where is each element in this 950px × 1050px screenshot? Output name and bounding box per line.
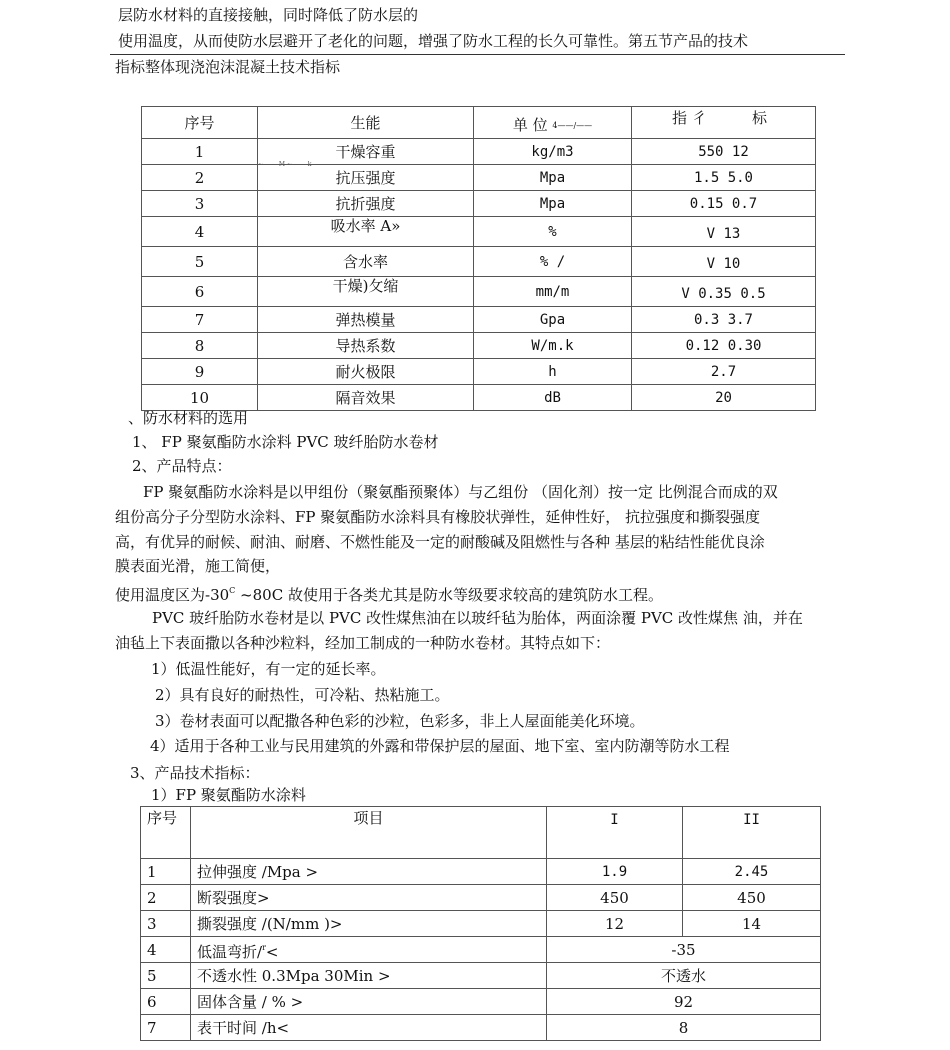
table-header-row xyxy=(142,107,816,139)
row-unit: Mpa xyxy=(474,165,632,191)
header-property: 生能 xyxy=(258,107,474,139)
row-unit: h xyxy=(474,359,632,385)
row-item: 断裂强度> xyxy=(191,885,547,911)
header-indicator-b: 标 xyxy=(752,109,768,127)
row-value: 0.15 0.7 xyxy=(632,191,816,217)
table-row xyxy=(142,191,816,217)
table-row xyxy=(142,359,816,385)
table-row xyxy=(141,885,821,911)
row-index: 6 xyxy=(141,989,191,1015)
row-item: 撕裂强度 /(N/mm )> xyxy=(191,911,547,937)
feature-3: 3）卷材表面可以配撒各种色彩的沙粒，色彩多，非上人屋面能美化环境。 xyxy=(155,712,645,730)
row-index: 4 xyxy=(142,217,258,247)
intro-line-3: 指标整体现浇泡沫混凝土技术指标 xyxy=(115,58,341,76)
table-header-row xyxy=(141,807,821,859)
feature-2: 2）具有良好的耐热性，可冷粘、热粘施工。 xyxy=(155,686,450,704)
row-value: V 10 xyxy=(632,247,816,277)
row-grade-2: 14 xyxy=(683,911,821,937)
paragraph-2-line-2: 油毡上下表面撒以各种沙粒料，经加工制成的一种防水卷材。其特点如下： xyxy=(115,634,611,652)
row-value: 550 12 xyxy=(632,139,816,165)
table-row xyxy=(141,937,821,963)
row-index: 2 xyxy=(142,165,258,191)
row-unit: kg/m3 xyxy=(474,139,632,165)
row-index: 2 xyxy=(141,885,191,911)
row-item: 固体含量 / % > xyxy=(191,989,547,1015)
table-row xyxy=(142,165,816,191)
row-item xyxy=(191,937,547,963)
section-item-3: 3、产品技术指标： xyxy=(130,764,260,782)
header-unit-label: 单 位 xyxy=(512,116,548,134)
section-item-2: 2、产品特点： xyxy=(132,457,232,475)
row-property: 隔音效果 xyxy=(258,385,474,411)
row1-noise: ~ —— M ~ —— k xyxy=(258,161,312,168)
row-value: 1.5 5.0 xyxy=(632,165,816,191)
table-row xyxy=(142,385,816,411)
row-index: 6 xyxy=(142,277,258,307)
row-property: 含水率 xyxy=(258,247,474,277)
header-index: 序号 xyxy=(141,807,191,859)
row-item: 表干时间 /h< xyxy=(191,1015,547,1041)
row-property: 吸水率 A» xyxy=(258,217,474,247)
row-value: 8 xyxy=(547,1015,821,1041)
header-grade-1: I xyxy=(547,807,683,859)
paragraph-1-line-4: 膜表面光滑，施工简便， xyxy=(115,557,281,575)
row-item-sup: r xyxy=(262,942,266,952)
table-row xyxy=(142,333,816,359)
row-value: V 0.35 0.5 xyxy=(632,277,816,307)
row-property-cell xyxy=(258,139,474,168)
row-property: 耐火极限 xyxy=(258,359,474,385)
row-index: 7 xyxy=(141,1015,191,1041)
feature-4: 4）适用于各种工业与民用建筑的外露和带保护层的屋面、地下室、室内防潮等防水工程 xyxy=(150,737,730,755)
row-index: 3 xyxy=(142,191,258,217)
header-index: 序号 xyxy=(142,107,258,139)
temp-range-b: ~80C 故使用于各类尤其是防水等级要求较高的建筑防水工程。 xyxy=(235,586,663,604)
row-grade-2: 2.45 xyxy=(683,859,821,885)
feature-1: 1）低温性能好，有一定的延长率。 xyxy=(151,660,386,678)
row-value: 92 xyxy=(547,989,821,1015)
temp-range-sup: C xyxy=(229,586,236,595)
row-item: 拉伸强度 /Mpa > xyxy=(191,859,547,885)
row-property: 抗折强度 xyxy=(258,191,474,217)
header-grade-2: II xyxy=(683,807,821,859)
table-row xyxy=(142,247,816,277)
row-property: 导热系数 xyxy=(258,333,474,359)
row-value: 0.12 0.30 xyxy=(632,333,816,359)
row-index: 3 xyxy=(141,911,191,937)
row-index: 4 xyxy=(141,937,191,963)
row-index: 7 xyxy=(142,307,258,333)
paragraph-1-line-3: 高，有优异的耐候、耐油、耐磨、不燃性能及一定的耐酸碱及阻燃性与各种 基层的粘结性能优良涂 xyxy=(115,533,765,551)
intro-line-2: 使用温度，从而使防水层避开了老化的问题，增强了防水工程的长久可靠性。第五节产品的技术 xyxy=(118,32,749,50)
row-index: 1 xyxy=(142,139,258,165)
row-item-text: 低温弯折/ xyxy=(197,942,263,961)
paragraph-1-line-1: FP 聚氨酯防水涂料是以甲组份（聚氨酯预聚体）与乙组份 （固化剂）按一定 比例混合而成的双 xyxy=(143,483,778,501)
table-row xyxy=(142,217,816,247)
temp-range-a: 使用温度区为-30 xyxy=(115,586,230,604)
row-property: 抗压强度 xyxy=(258,165,474,191)
table-row xyxy=(142,139,816,165)
row-unit: % / xyxy=(474,247,632,277)
intro-line-1: 层防水材料的直接接触，同时降低了防水层的 xyxy=(118,6,419,24)
row-unit: % xyxy=(474,217,632,247)
row-value: 不透水 xyxy=(547,963,821,989)
paragraph-1-line-5 xyxy=(115,582,663,604)
row-item-suffix: < xyxy=(265,942,279,961)
row-unit: dB xyxy=(474,385,632,411)
table-row xyxy=(141,963,821,989)
row-index: 5 xyxy=(141,963,191,989)
row-index: 10 xyxy=(142,385,258,411)
header-indicator-a: 指 彳 xyxy=(672,109,707,127)
row-unit: W/m.k xyxy=(474,333,632,359)
row-property: 弹热模量 xyxy=(258,307,474,333)
header-indicator xyxy=(632,107,816,139)
row-grade-1: 450 xyxy=(547,885,683,911)
table-row xyxy=(141,1015,821,1041)
fp-coating-table xyxy=(140,806,821,1041)
row-unit: mm/m xyxy=(474,277,632,307)
table-row xyxy=(141,911,821,937)
page-rule xyxy=(110,54,845,55)
row-index: 9 xyxy=(142,359,258,385)
row-index: 8 xyxy=(142,333,258,359)
row-value: -35 xyxy=(547,937,821,963)
header-unit-noise: 4——/—— xyxy=(552,121,593,130)
row-item: 不透水性 0.3Mpa 30Min > xyxy=(191,963,547,989)
row-value: 20 xyxy=(632,385,816,411)
header-unit xyxy=(474,107,632,139)
row-value: 2.7 xyxy=(632,359,816,385)
row-property: 干燥)攵缩 xyxy=(258,277,474,307)
row-grade-1: 12 xyxy=(547,911,683,937)
row-grade-1: 1.9 xyxy=(547,859,683,885)
section-heading: 、防水材料的选用 xyxy=(128,409,249,427)
table-row xyxy=(142,277,816,307)
row-value: V 13 xyxy=(632,217,816,247)
row-value: 0.3 3.7 xyxy=(632,307,816,333)
table-row xyxy=(141,989,821,1015)
row-grade-2: 450 xyxy=(683,885,821,911)
row-property: 干燥容重 xyxy=(335,142,396,161)
row-unit: Gpa xyxy=(474,307,632,333)
section-item-1: 1、 FP 聚氨酯防水涂料 PVC 玻纤胎防水卷材 xyxy=(132,433,439,451)
table-row xyxy=(142,307,816,333)
row-index: 5 xyxy=(142,247,258,277)
paragraph-1-line-2: 组份高分子分型防水涂料、FP 聚氨酯防水涂料具有橡胶状弹性，延伸性好， 抗拉强度和撕裂强度 xyxy=(115,508,761,526)
header-item: 项目 xyxy=(191,807,547,859)
table-row xyxy=(141,859,821,885)
subsection-1: 1）FP 聚氨酯防水涂料 xyxy=(151,786,306,804)
foam-concrete-table xyxy=(141,106,816,411)
row-unit: Mpa xyxy=(474,191,632,217)
row-index: 1 xyxy=(141,859,191,885)
paragraph-2-line-1: PVC 玻纤胎防水卷材是以 PVC 改性煤焦油在以玻纤毡为胎体，两面涂覆 PVC 改性煤焦 油，并在 xyxy=(152,609,803,627)
